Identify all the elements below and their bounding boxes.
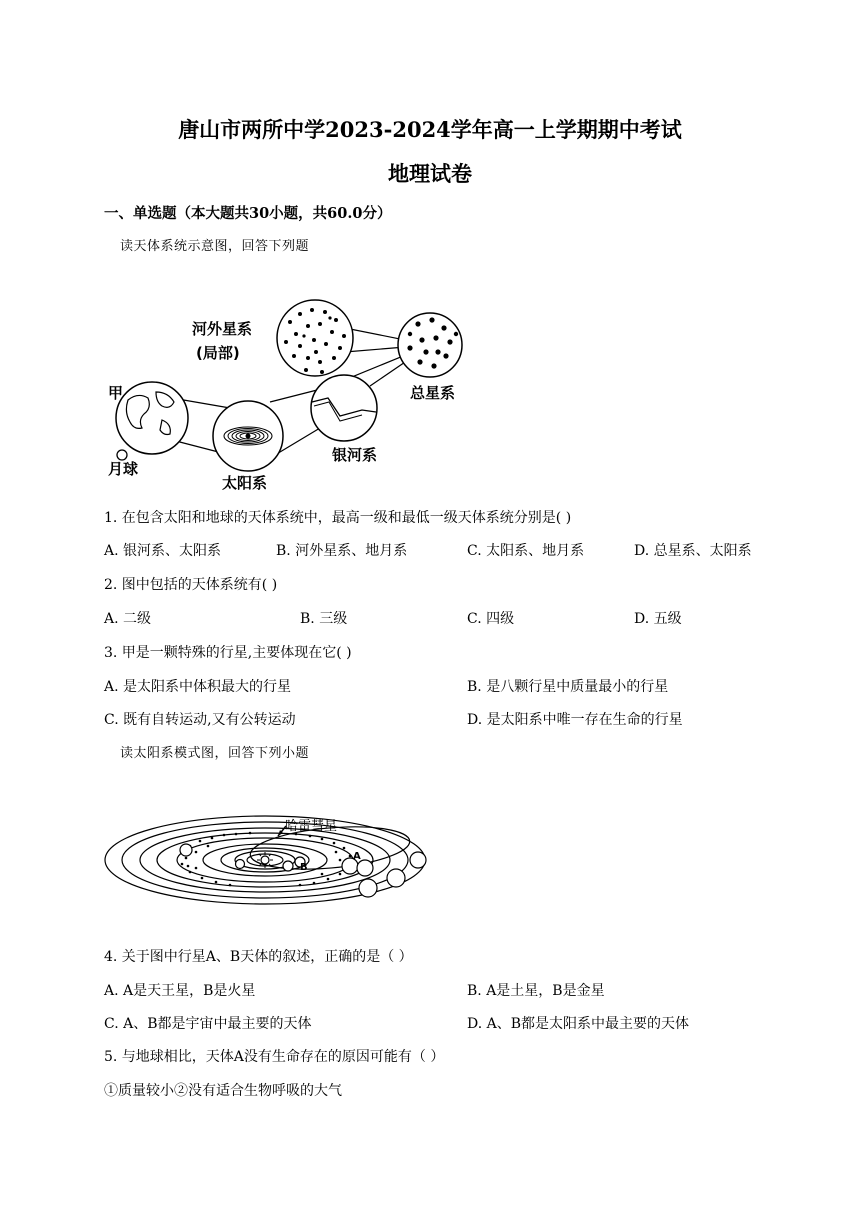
label-jia: 甲 — [108, 384, 124, 402]
question-3-option-d: D. 是太阳系中唯一存在生命的行星 — [467, 712, 683, 728]
label-universe: 总星系 — [410, 384, 456, 402]
question-3-option-c: C. 既有自转运动,又有公转运动 — [104, 712, 296, 728]
question-2-stem: 2. 图中包括的天体系统有( ) — [104, 577, 278, 593]
question-5-stem: 5. 与地球相比，天体A没有生命存在的原因可能有（ ） — [104, 1049, 445, 1065]
planet-b — [283, 861, 293, 871]
question-2-option-c: C. 四级 — [467, 611, 515, 627]
question-4-option-d: D. A、B都是太阳系中最主要的天体 — [467, 1016, 690, 1032]
question-2-option-b: B. 三级 — [300, 611, 348, 627]
question-4-stem: 4. 关于图中行星A、B天体的叙述，正确的是（ ） — [104, 949, 413, 965]
celestial-system-diagram — [100, 290, 480, 495]
material-intro-2: 读太阳系模式图，回答下列小题 — [120, 746, 310, 761]
label-halley-comet: 哈雷彗星 — [285, 819, 338, 834]
question-1-option-d: D. 总星系、太阳系 — [634, 543, 752, 559]
section-heading: 一、单选题（本大题共30小题，共60.0分） — [104, 205, 392, 222]
solar-system-model-diagram — [100, 808, 440, 908]
material-intro-1: 读天体系统示意图，回答下列题 — [120, 239, 310, 254]
question-4-option-c: C. A、B都是宇宙中最主要的天体 — [104, 1016, 312, 1032]
question-2-option-d: D. 五级 — [634, 611, 682, 627]
question-4-option-a: A. A是天王星，B是火星 — [104, 983, 256, 999]
label-moon: 月球 — [108, 460, 139, 478]
solar-system-sphere — [213, 401, 283, 471]
page-title: 唐山市两所中学2023-2024学年高一上学期期中考试 — [178, 117, 682, 142]
question-4-option-b: B. A是土星，B是金星 — [467, 983, 605, 999]
question-1-option-b: B. 河外星系、地月系 — [276, 543, 408, 559]
label-solar-system: 太阳系 — [222, 474, 268, 492]
label-milky-way: 银河系 — [332, 446, 378, 464]
sun-icon — [257, 852, 273, 868]
moon-circle — [117, 450, 127, 460]
asteroid-belt — [181, 832, 352, 887]
question-1-stem: 1. 在包含太阳和地球的天体系统中，最高一级和最低一级天体系统分别是( ) — [104, 510, 572, 526]
question-3-stem: 3. 甲是一颗特殊的行星,主要体现在它( ) — [104, 645, 352, 661]
label-planet-a: A — [353, 851, 361, 862]
label-extragalactic: 河外星系 — [192, 320, 253, 338]
label-planet-b: B — [300, 862, 308, 873]
question-3-option-b: B. 是八颗行星中质量最小的行星 — [467, 679, 669, 695]
page-subtitle: 地理试卷 — [388, 161, 472, 186]
extragalactic-sphere — [277, 300, 353, 376]
universe-sphere — [398, 313, 462, 377]
label-extragalactic-note: (局部) — [196, 344, 240, 362]
earth-globe — [116, 382, 188, 454]
question-1-option-a: A. 银河系、太阳系 — [104, 543, 222, 559]
question-2-option-a: A. 二级 — [104, 611, 152, 627]
question-3-option-a: A. 是太阳系中体积最大的行星 — [104, 679, 292, 695]
question-1-option-c: C. 太阳系、地月系 — [467, 543, 585, 559]
milky-way-sphere — [311, 375, 377, 441]
question-5-statements: ①质量较小②没有适合生物呼吸的大气 — [104, 1083, 342, 1099]
